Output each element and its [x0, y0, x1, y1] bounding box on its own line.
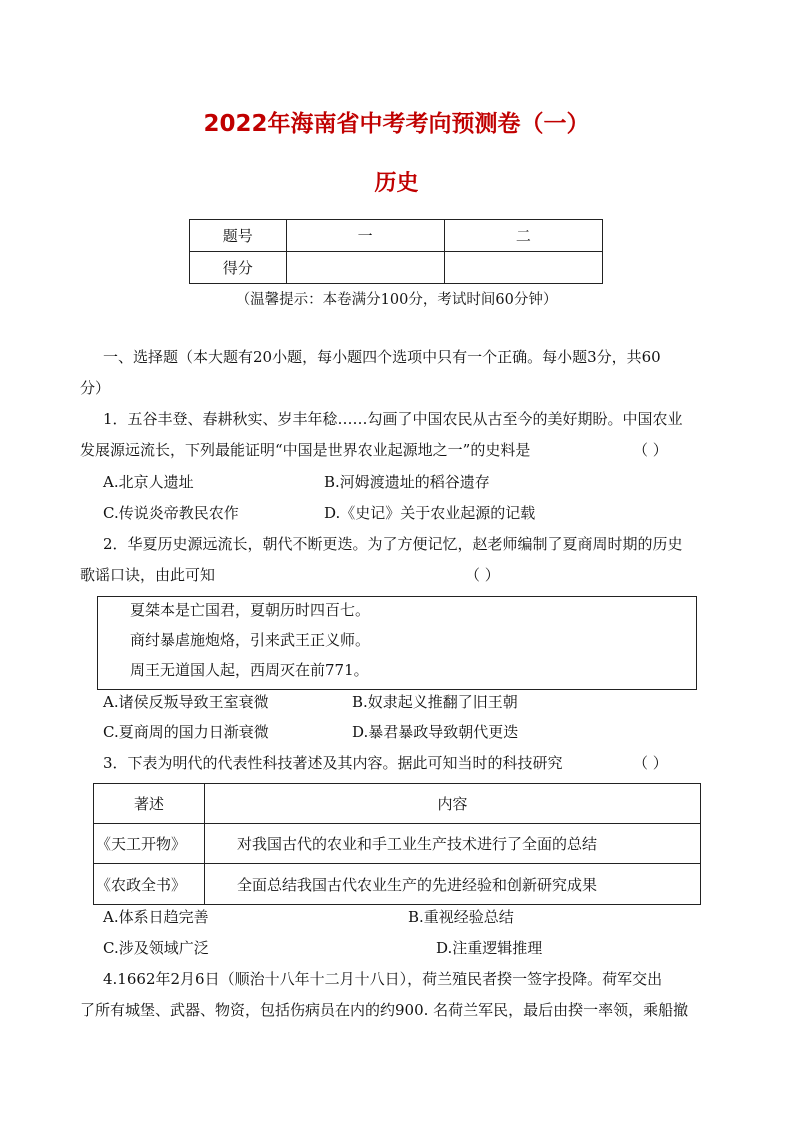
score-table [189, 219, 603, 284]
tech-work-content: 全面总结我国古代农业生产的先进经验和创新研究成果 [205, 864, 701, 905]
table-row [94, 824, 701, 864]
question-2-text: 2．华夏历史源远流长，朝代不断更迭。为了方便记忆，赵老师编制了夏商周时期的历史 [103, 535, 683, 553]
section-heading-cont: 分） [80, 379, 111, 397]
option-d: D.《史记》关于农业起源的记载 [324, 504, 536, 522]
option-b: B.河姆渡遗址的稻谷遗存 [324, 473, 490, 491]
score-header-label: 题号 [190, 220, 287, 252]
subject-title: 历史 [374, 171, 419, 196]
tech-work-name: 《天工开物》 [94, 824, 205, 864]
exam-tip: （温馨提示：本卷满分100分，考试时间60分钟） [235, 292, 558, 308]
option-d: D.注重逻辑推理 [436, 939, 543, 957]
ballad-line: 商纣暴虐施炮烙，引来武王正义师。 [130, 631, 371, 649]
option-b: B.重视经验总结 [408, 908, 514, 926]
question-4-text: 4.1662年2月6日（顺治十八年十二月十八日），荷兰殖民者揆一签字投降。荷军交出 [103, 970, 663, 988]
answer-bracket: （ ） [633, 754, 668, 772]
option-a: A.体系日趋完善 [103, 908, 209, 926]
question-1-text: 1．五谷丰登、春耕秋实、岁丰年稔……勾画了中国农民从古至今的美好期盼。中国农业 [103, 410, 683, 428]
exam-title: 2022年海南省中考考向预测卷（一） [203, 111, 590, 137]
question-1-text-cont: 发展源远流长，下列最能证明“中国是世界农业起源地之一”的史料是 [80, 441, 531, 459]
score-header-part1: 一 [286, 220, 444, 252]
tech-work-content: 对我国古代的农业和手工业生产技术进行了全面的总结 [205, 824, 701, 864]
answer-bracket: （ ） [633, 441, 668, 459]
question-3-text: 3．下表为明代的代表性科技著述及其内容。据此可知当时的科技研究 [103, 754, 563, 772]
question-2-text-cont: 歌谣口诀，由此可知 [80, 566, 216, 584]
question-4-text-cont: 了所有城堡、武器、物资，包括伤病员在内的约900. 名荷兰军民，最后由揆一率领，乘船撤 [80, 1001, 689, 1019]
option-a: A.北京人遗址 [103, 473, 194, 491]
tech-table [93, 783, 701, 905]
table-row [190, 252, 603, 284]
option-c: C.传说炎帝教民农作 [103, 504, 239, 522]
score-row-label: 得分 [190, 252, 287, 284]
score-cell-part1 [286, 252, 444, 284]
option-c: C.涉及领域广泛 [103, 939, 209, 957]
tech-header-content: 内容 [205, 784, 701, 824]
table-row [190, 220, 603, 252]
answer-bracket: （ ） [465, 566, 500, 584]
option-a: A.诸侯反叛导致王室衰微 [103, 693, 269, 711]
tech-header-work: 著述 [94, 784, 205, 824]
section-heading: 一、选择题（本大题有20小题，每小题四个选项中只有一个正确。每小题3分，共60 [103, 348, 661, 366]
table-row [94, 864, 701, 905]
option-d: D.暴君暴政导致朝代更迭 [352, 723, 519, 741]
score-cell-part2 [444, 252, 602, 284]
option-b: B.奴隶起义推翻了旧王朝 [352, 693, 518, 711]
ballad-box [97, 596, 697, 690]
table-row [94, 784, 701, 824]
score-header-part2: 二 [444, 220, 602, 252]
tech-work-name: 《农政全书》 [94, 864, 205, 905]
option-c: C.夏商周的国力日渐衰微 [103, 723, 269, 741]
ballad-line: 夏桀本是亡国君，夏朝历时四百七。 [130, 601, 371, 619]
ballad-line: 周王无道国人起，西周灭在前771。 [130, 661, 369, 679]
